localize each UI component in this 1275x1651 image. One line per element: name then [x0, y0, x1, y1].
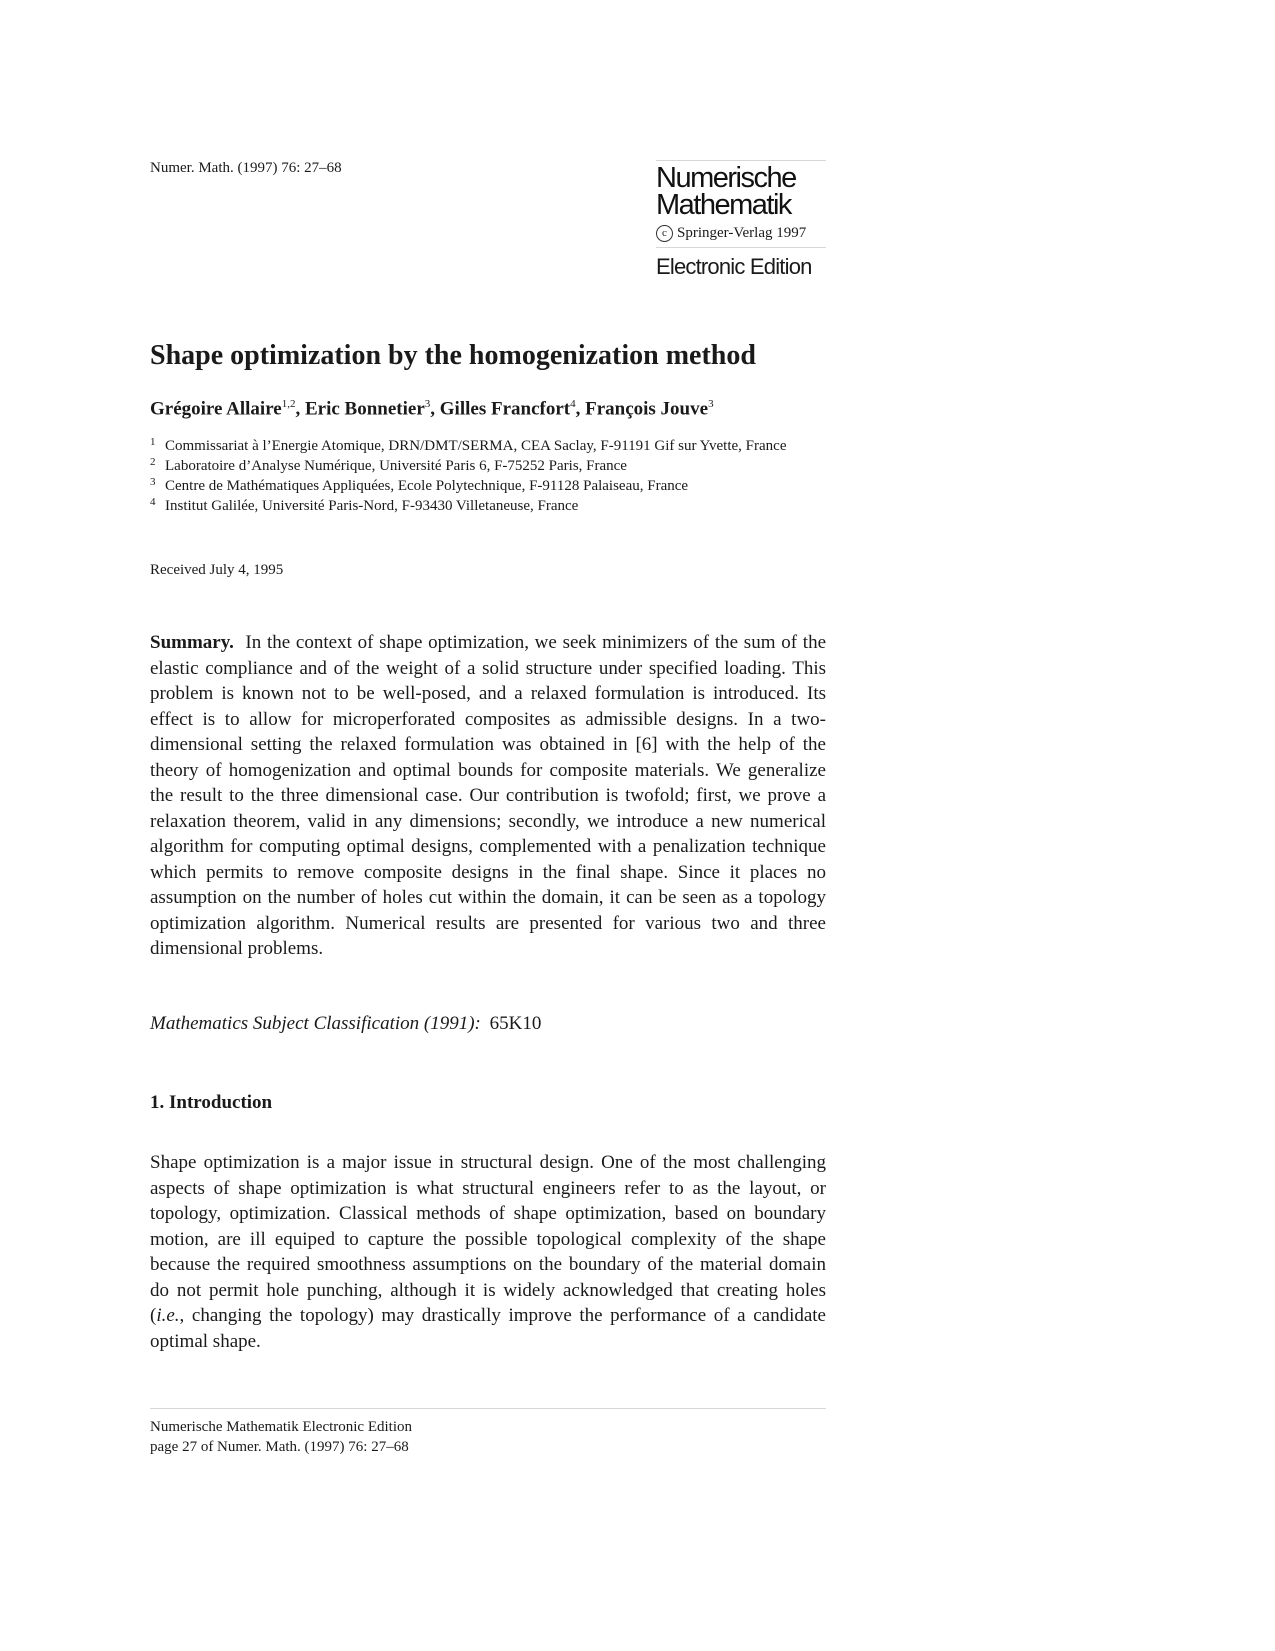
footer-page-line: page 27 of Numer. Math. (1997) 76: 27–68	[150, 1439, 409, 1455]
affiliation-list	[150, 436, 826, 516]
intro-text-part1: Shape optimization is a major issue in structural design. One of the most challenging aspects of shape optimization is what structural engineers refer to as the layout, or topology, optimization. Classical methods of shape optimization, based on boundary motion, are ill equiped to capture the possible topological complexity of the shape because the required smoothness assumptions on the boundary of the material domain do not permit hole punching, although it is widely acknowledged that creating holes (	[150, 1152, 826, 1326]
affiliation-number: 1	[150, 436, 156, 448]
affiliation-item	[150, 496, 826, 516]
affiliation-number: 2	[150, 456, 156, 468]
copyright-holder: Springer-Verlag 1997	[677, 225, 807, 241]
author-affiliation-mark: 3	[708, 398, 714, 410]
msc-code: 65K10	[489, 1013, 542, 1034]
affiliation-text: Laboratoire d’Analyse Numérique, Université Paris 6, F-75252 Paris, France	[165, 458, 627, 474]
copyright-icon: c	[656, 225, 673, 242]
journal-logo	[656, 160, 826, 280]
author-name: Grégoire Allaire	[150, 398, 282, 420]
author-list: Grégoire Allaire$^{1,2}$, Eric Bonnetier$^3$, Gilles Francfort$^4$, François Jouve$^3$	[150, 398, 714, 420]
logo-title-line2: Mathematik	[656, 189, 791, 221]
intro-text-part2: , changing the topology) may drastically improve the performance of a candidate optimal shape.	[150, 1305, 826, 1352]
journal-citation: Numer. Math. (1997) 76: 27–68	[150, 160, 342, 176]
affiliation-item	[150, 476, 826, 496]
section-heading-introduction: 1. Introduction	[150, 1092, 273, 1113]
author-name: Eric Bonnetier	[304, 398, 425, 420]
page-footer	[150, 1408, 826, 1457]
paper-title: Shape optimization by the homogenization method	[150, 340, 756, 371]
footer-edition-line: Numerische Mathematik Electronic Edition	[150, 1419, 413, 1435]
intro-ie-italic: i.e.	[156, 1305, 180, 1326]
affiliation-text: Centre de Mathématiques Appliquées, Ecole Polytechnique, F-91128 Palaiseau, France	[165, 478, 689, 494]
msc-label: Mathematics Subject Classification (1991):	[150, 1013, 481, 1034]
author-name: François Jouve	[585, 398, 709, 420]
msc-line	[150, 1013, 541, 1035]
affiliation-item	[150, 456, 826, 476]
logo-title-line1: Numerische	[656, 162, 796, 194]
logo-edition: Electronic Edition	[656, 254, 812, 279]
affiliation-item	[150, 436, 826, 456]
affiliation-text: Commissariat à l’Energie Atomique, DRN/DMT/SERMA, CEA Saclay, F-91191 Gif sur Yvette, France	[165, 438, 787, 454]
affiliation-text: Institut Galilée, Université Paris-Nord, F-93430 Villetaneuse, France	[165, 498, 579, 514]
logo-top-rule	[656, 160, 826, 161]
affiliation-number: 4	[150, 496, 156, 508]
affiliation-number: 3	[150, 476, 156, 488]
summary-label: Summary.	[150, 632, 234, 653]
received-date: Received July 4, 1995	[150, 562, 284, 578]
introduction-paragraph	[150, 1150, 826, 1354]
author-affiliation-mark: 1,2	[281, 398, 296, 410]
author-name: Gilles Francfort	[439, 398, 571, 420]
copyright-line	[656, 225, 826, 242]
author-affiliation-mark: 3	[424, 398, 431, 410]
author-affiliation-mark: 4	[570, 398, 576, 410]
logo-mid-rule	[656, 247, 826, 248]
summary-text: In the context of shape optimization, we seek minimizers of the sum of the elastic compliance and of the weight of a solid structure under specified loading. This problem is known not to be well-posed, and a relaxed formulation is introduced. Its effect is to allow for microperforated composites as admissible designs. In a two-dimensional setting the relaxed formulation was obtained in [6] with the help of the theory of homogenization and optimal bounds for composite materials. We generalize the result to the three dimensional case. Our contribution is twofold; first, we prove a relaxation theorem, valid in any dimensions; secondly, we introduce a new numerical algorithm for computing optimal designs, complemented with a penalization technique which permits to remove composite designs in the final shape. Since it places no assumption on the number of holes cut within the domain, it can be seen as a topology optimization algorithm. Numerical results are presented for various two and three dimensional problems.	[150, 632, 826, 959]
summary-paragraph	[150, 630, 826, 962]
